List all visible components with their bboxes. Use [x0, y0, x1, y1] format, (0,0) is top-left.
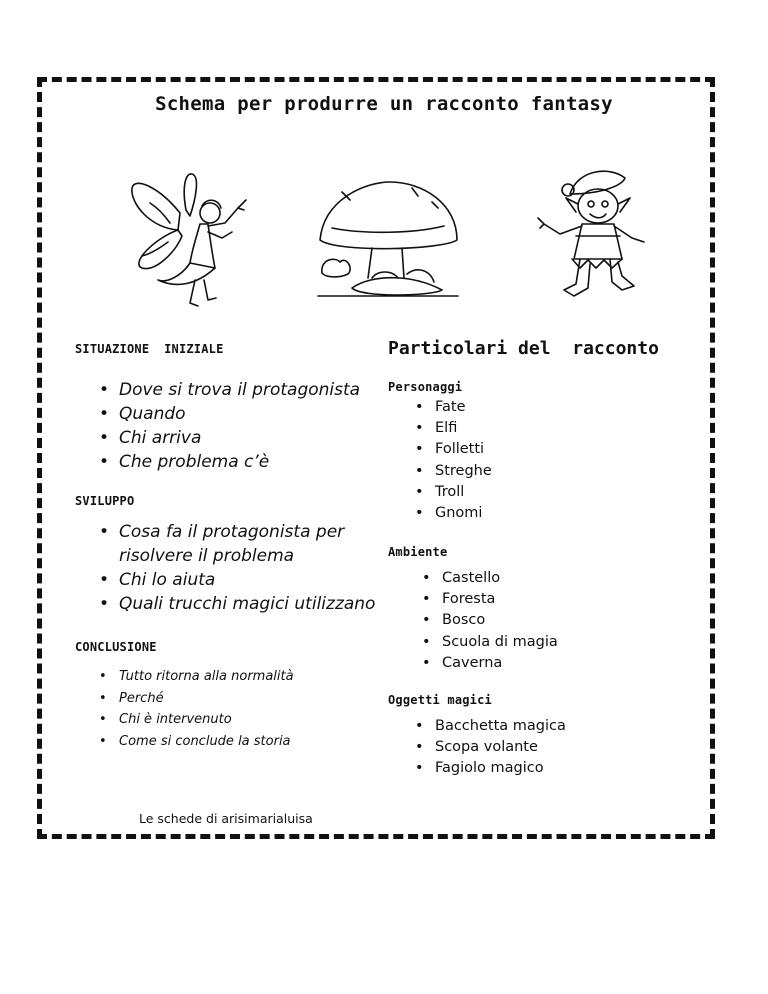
list-item: • Quali trucchi magici utilizzano: [97, 592, 387, 616]
conclusione-list: [97, 666, 377, 752]
list-item: • Bacchetta magica: [413, 716, 633, 737]
personaggi-heading: Personaggi: [388, 380, 463, 394]
sviluppo-heading: SVILUPPO: [75, 494, 135, 508]
list-item: • Foresta: [420, 589, 620, 610]
oggetti-magici-heading: Oggetti magici: [388, 693, 492, 707]
list-item: • Elfi: [413, 418, 613, 439]
oggetti-list: [413, 716, 633, 780]
page-title: Schema per produrre un racconto fantasy: [155, 93, 613, 115]
personaggi-list: [413, 397, 613, 524]
situazione-iniziale-heading: SITUAZIONE INIZIALE: [75, 342, 224, 356]
list-item: • Che problema c’è: [97, 450, 387, 474]
list-item: • Caverna: [420, 653, 620, 674]
footer-credit: Le schede di arisimarialuisa: [139, 811, 313, 826]
elf-icon: [530, 164, 655, 314]
list-item: • Fagiolo magico: [413, 758, 633, 779]
fairy-icon: [120, 168, 255, 316]
conclusione-heading: CONCLUSIONE: [75, 640, 157, 654]
list-item: • Gnomi: [413, 503, 613, 524]
sviluppo-list: [97, 520, 387, 616]
ambiente-heading: Ambiente: [388, 545, 448, 559]
list-item: • Fate: [413, 397, 613, 418]
list-item: • Chi lo aiuta: [97, 568, 387, 592]
list-item: • Tutto ritorna alla normalità: [97, 666, 377, 688]
list-item: • Folletti: [413, 439, 613, 460]
list-item: • Troll: [413, 482, 613, 503]
list-item: • Bosco: [420, 610, 620, 631]
list-item: • Scuola di magia: [420, 632, 620, 653]
list-item: • Scopa volante: [413, 737, 633, 758]
list-item: • Streghe: [413, 461, 613, 482]
list-item: • Come si conclude la storia: [97, 731, 377, 753]
list-item: • Quando: [97, 402, 387, 426]
list-item: • Cosa fa il protagonista per risolvere il problema: [97, 520, 387, 568]
list-item: • Chi arriva: [97, 426, 387, 450]
ambiente-list: [420, 568, 620, 674]
particolari-heading: Particolari del racconto: [388, 338, 659, 359]
list-item: • Dove si trova il protagonista: [97, 378, 387, 402]
situazione-list: [97, 378, 387, 474]
list-item: • Perché: [97, 688, 377, 710]
list-item: • Chi è intervenuto: [97, 709, 377, 731]
mushroom-icon: [312, 178, 462, 306]
list-item: • Castello: [420, 568, 620, 589]
